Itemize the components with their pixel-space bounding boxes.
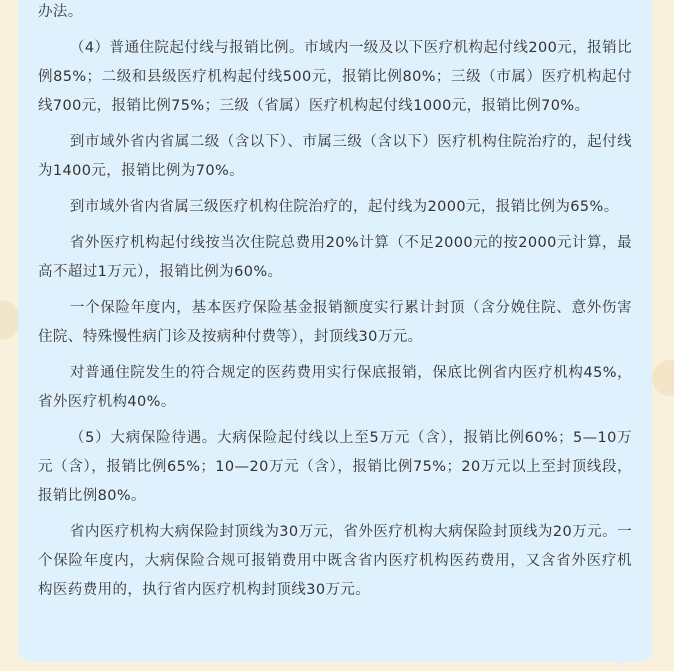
paragraph-annual-cap: 一个保险年度内，基本医疗保险基金报销额度实行累计封顶（含分娩住院、意外伤害住院、特殊慢性病门诊及按病种付费等），封顶线30万元。 [38, 300, 632, 345]
background-decoration [652, 360, 674, 396]
paragraph-continuation: 办法。 [38, 4, 83, 20]
background-decoration [0, 300, 20, 340]
paragraph-out-of-province: 省外医疗机构起付线按当次住院总费用20%计算（不足2000元的按2000元计算，最高不超过1万元），报销比例为60%。 [38, 235, 632, 280]
paragraph-out-of-city-level2: 到市域外省内省属二级（含以下）、市属三级（含以下）医疗机构住院治疗的，起付线为1400元，报销比例为70%。 [38, 134, 632, 179]
paragraph-hospitalization-threshold: （4）普通住院起付线与报销比例。市域内一级及以下医疗机构起付线200元，报销比例85%；二级和县级医疗机构起付线500元，报销比例80%；三级（市属）医疗机构起付线700元，报销比例75%；三级（省属）医疗机构起付线1000元，报销比例70%。 [38, 40, 632, 114]
paragraph-minimum-reimbursement: 对普通住院发生的符合规定的医药费用实行保底报销，保底比例省内医疗机构45%，省外医疗机构40%。 [38, 365, 632, 410]
article-card [18, 0, 652, 662]
paragraph-major-illness-cap: 省内医疗机构大病保险封顶线为30万元，省外医疗机构大病保险封顶线为20万元。一个保险年度内，大病保险合规可报销费用中既含省内医疗机构医药费用，又含省外医疗机构医药费用的，执行省内医疗机构封顶线30万元。 [38, 524, 632, 598]
card-tail-decoration [610, 652, 630, 666]
paragraph-out-of-city-level3: 到市域外省内省属三级医疗机构住院治疗的，起付线为2000元，报销比例为65%。 [69, 199, 619, 215]
paragraph-major-illness-insurance: （5）大病保险待遇。大病保险起付线以上至5万元（含），报销比例60%；5—10万元（含），报销比例65%；10—20万元（含），报销比例75%；20万元以上至封顶线段，报销比例80%。 [38, 430, 632, 504]
